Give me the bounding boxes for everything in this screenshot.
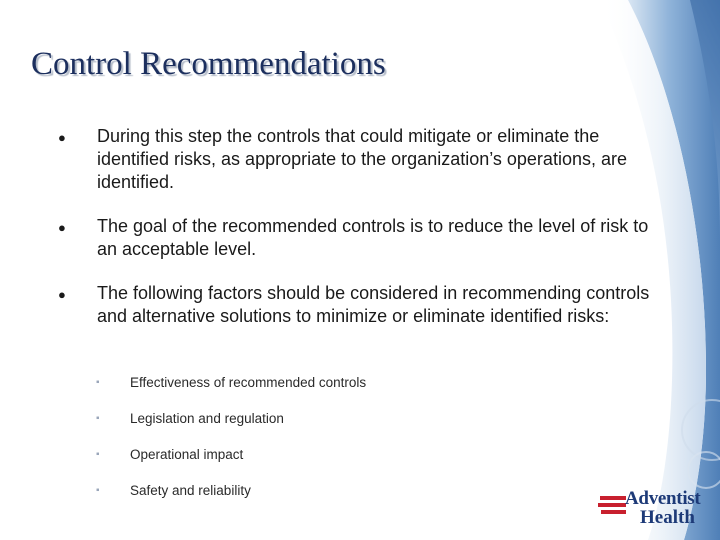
sub-bullet-dot-icon: ▪: [96, 413, 100, 424]
bullet-text: The goal of the recommended controls is to reduce the level of risk to an acceptable level.: [97, 216, 649, 259]
sub-bullet-dot-icon: ▪: [96, 485, 100, 496]
sub-bullet-dot-icon: ▪: [96, 377, 100, 388]
bullet-text: The following factors should be considered in recommending controls and alternative solutions to minimize or eliminate identified risks:: [97, 283, 650, 326]
sub-bullet-text: Safety and reliability: [130, 483, 251, 498]
bullet-dot-icon: ●: [58, 130, 66, 145]
logo-text-line1: Adventist: [625, 488, 701, 509]
bullet-text: During this step the controls that could mitigate or eliminate the identified risks, as appropriate to the organization’s operations, are identified.: [97, 126, 627, 192]
logo-text-line2: Health: [640, 507, 695, 528]
sub-bullet-text: Legislation and regulation: [130, 411, 284, 426]
logo-stripes-icon: [598, 494, 628, 516]
slide-title: Control Recommendations: [31, 46, 386, 82]
bullet-dot-icon: ●: [58, 220, 66, 235]
bullet-dot-icon: ●: [58, 287, 66, 302]
sub-bullet-text: Effectiveness of recommended controls: [130, 375, 367, 390]
sub-bullet-text: Operational impact: [130, 447, 244, 462]
sub-bullet-dot-icon: ▪: [96, 449, 100, 460]
adventist-health-logo: [598, 488, 708, 528]
